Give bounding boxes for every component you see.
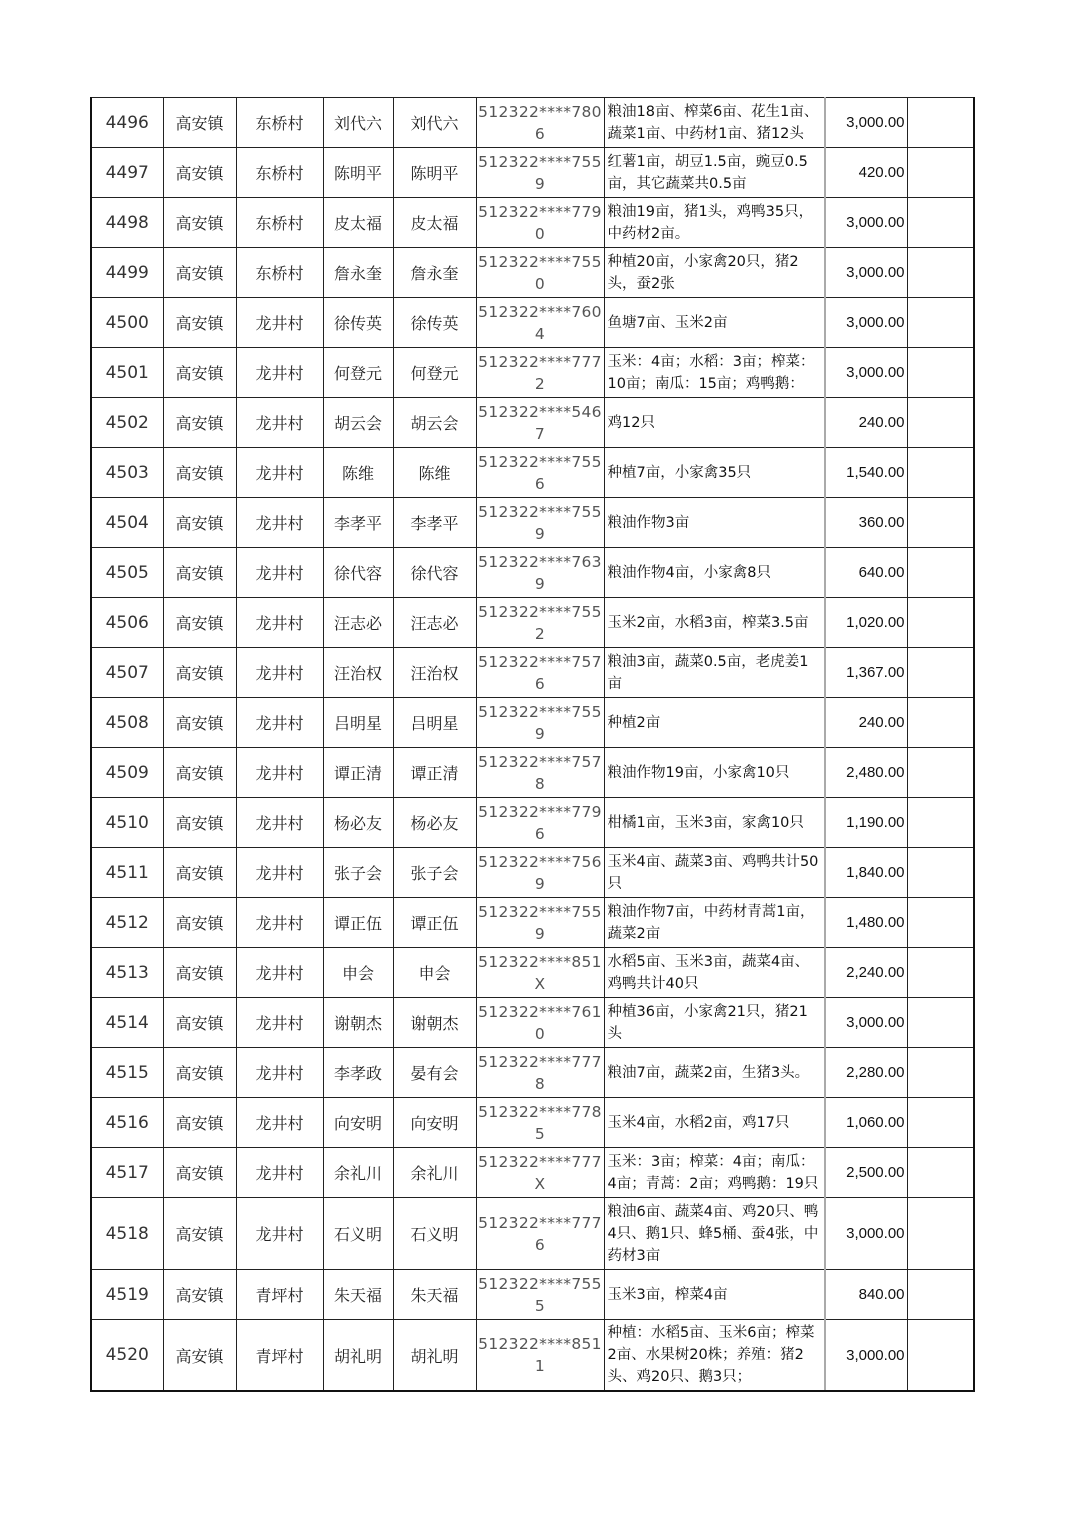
representative-cell: 谭正清: [393, 748, 476, 798]
blank-cell: [907, 798, 974, 848]
detail-cell: [604, 748, 825, 798]
blank-cell: [907, 898, 974, 948]
village-cell: 龙井村: [236, 1048, 323, 1098]
detail-cell: [604, 298, 825, 348]
id-number-cell: 512322****7552: [476, 598, 604, 648]
row-number: 4502: [91, 398, 163, 448]
representative-cell: 胡云会: [393, 398, 476, 448]
village-cell: 东桥村: [236, 198, 323, 248]
id-number-cell: 512322****7604: [476, 298, 604, 348]
town-cell: 高安镇: [163, 948, 236, 998]
name-cell: 皮太福: [323, 198, 393, 248]
row-number: 4500: [91, 298, 163, 348]
row-number: 4496: [91, 98, 163, 148]
blank-cell: [907, 148, 974, 198]
name-cell: 杨必友: [323, 798, 393, 848]
detail-text: 种植36亩，小家禽21只，猪21头: [607, 1003, 808, 1042]
id-number-cell: 512322****7555: [476, 1270, 604, 1320]
detail-text: 柑橘1亩，玉米3亩，家禽10只: [607, 814, 804, 831]
table-row: [91, 498, 974, 548]
name-cell: 汪治权: [323, 648, 393, 698]
town-cell: 高安镇: [163, 398, 236, 448]
table-row: [91, 298, 974, 348]
blank-cell: [907, 748, 974, 798]
blank-cell: [907, 548, 974, 598]
id-number-cell: 512322****8511: [476, 1320, 604, 1392]
town-cell: 高安镇: [163, 598, 236, 648]
id-number-cell: 512322****7806: [476, 98, 604, 148]
village-cell: 东桥村: [236, 98, 323, 148]
village-cell: 东桥村: [236, 148, 323, 198]
amount-cell: 2,240.00: [825, 948, 907, 998]
representative-cell: 何登元: [393, 348, 476, 398]
village-cell: 龙井村: [236, 298, 323, 348]
town-cell: 高安镇: [163, 1198, 236, 1270]
row-number: 4504: [91, 498, 163, 548]
name-cell: 陈明平: [323, 148, 393, 198]
id-number-cell: 512322****7569: [476, 848, 604, 898]
table-row: [91, 198, 974, 248]
detail-cell: [604, 848, 825, 898]
representative-cell: 刘代六: [393, 98, 476, 148]
detail-text: 粮油7亩，蔬菜2亩，生猪3头。: [607, 1064, 810, 1081]
town-cell: 高安镇: [163, 1320, 236, 1392]
village-cell: 龙井村: [236, 648, 323, 698]
detail-text: 种植7亩，小家禽35只: [607, 464, 752, 481]
table-row: [91, 1048, 974, 1098]
representative-cell: 胡礼明: [393, 1320, 476, 1392]
id-number-cell: 512322****7778: [476, 1048, 604, 1098]
detail-cell: [604, 998, 825, 1048]
table-row: [91, 98, 974, 148]
row-number: 4511: [91, 848, 163, 898]
row-number: 4506: [91, 598, 163, 648]
table-row: [91, 1270, 974, 1320]
amount-cell: 3,000.00: [825, 248, 907, 298]
detail-cell: [604, 1198, 825, 1270]
row-number: 4505: [91, 548, 163, 598]
blank-cell: [907, 598, 974, 648]
amount-cell: 3,000.00: [825, 1198, 907, 1270]
blank-cell: [907, 1198, 974, 1270]
name-cell: 石义明: [323, 1198, 393, 1270]
detail-cell: [604, 1270, 825, 1320]
town-cell: 高安镇: [163, 1148, 236, 1198]
village-cell: 龙井村: [236, 798, 323, 848]
blank-cell: [907, 698, 974, 748]
town-cell: 高安镇: [163, 1098, 236, 1148]
representative-cell: 朱天福: [393, 1270, 476, 1320]
amount-cell: 240.00: [825, 698, 907, 748]
representative-cell: 陈明平: [393, 148, 476, 198]
town-cell: 高安镇: [163, 1270, 236, 1320]
id-number-cell: 512322****7556: [476, 448, 604, 498]
village-cell: 龙井村: [236, 698, 323, 748]
table-row: [91, 548, 974, 598]
amount-cell: 420.00: [825, 148, 907, 198]
blank-cell: [907, 348, 974, 398]
representative-cell: 晏有会: [393, 1048, 476, 1098]
name-cell: 徐传英: [323, 298, 393, 348]
detail-text: 粮油作物4亩，小家禽8只: [607, 564, 771, 581]
name-cell: 向安明: [323, 1098, 393, 1148]
table-row: [91, 1098, 974, 1148]
amount-cell: 3,000.00: [825, 98, 907, 148]
name-cell: 陈维: [323, 448, 393, 498]
village-cell: 龙井村: [236, 1198, 323, 1270]
id-number-cell: 512322****777X: [476, 1148, 604, 1198]
amount-cell: 1,020.00: [825, 598, 907, 648]
detail-cell: [604, 448, 825, 498]
detail-cell: [604, 648, 825, 698]
table-row: [91, 1320, 974, 1392]
detail-text: 粮油18亩、榨菜6亩、花生1亩、蔬菜1亩、中药材1亩、猪12头: [607, 103, 819, 142]
village-cell: 龙井村: [236, 1098, 323, 1148]
table-row: [91, 848, 974, 898]
amount-cell: 1,367.00: [825, 648, 907, 698]
id-number-cell: 512322****7796: [476, 798, 604, 848]
town-cell: 高安镇: [163, 198, 236, 248]
village-cell: 龙井村: [236, 548, 323, 598]
town-cell: 高安镇: [163, 548, 236, 598]
id-number-cell: 512322****7639: [476, 548, 604, 598]
detail-cell: [604, 598, 825, 648]
detail-cell: [604, 1098, 825, 1148]
amount-cell: 3,000.00: [825, 198, 907, 248]
detail-text: 种植：水稻5亩、玉米6亩；榨菜2亩、水果树20株；养殖：猪2头、鸡20只、鹅3只；: [607, 1325, 815, 1385]
representative-cell: 杨必友: [393, 798, 476, 848]
amount-cell: 3,000.00: [825, 998, 907, 1048]
village-cell: 东桥村: [236, 248, 323, 298]
detail-text: 粮油作物7亩，中药材青蒿1亩，蔬菜2亩: [607, 903, 815, 942]
name-cell: 余礼川: [323, 1148, 393, 1198]
name-cell: 胡礼明: [323, 1320, 393, 1392]
blank-cell: [907, 248, 974, 298]
detail-text: 粮油6亩、蔬菜4亩、鸡20只、鸭4只、鹅1只、蜂5桶、蚕4张，中药材3亩: [607, 1203, 819, 1264]
row-number: 4519: [91, 1270, 163, 1320]
amount-cell: 1,480.00: [825, 898, 907, 948]
name-cell: 谢朝杰: [323, 998, 393, 1048]
table-row: [91, 748, 974, 798]
blank-cell: [907, 648, 974, 698]
town-cell: 高安镇: [163, 848, 236, 898]
representative-cell: 向安明: [393, 1098, 476, 1148]
id-number-cell: 512322****7550: [476, 248, 604, 298]
blank-cell: [907, 448, 974, 498]
detail-text: 粮油作物3亩: [607, 514, 690, 531]
detail-text: 玉米3亩，榨菜4亩: [607, 1286, 728, 1303]
detail-text: 红薯1亩，胡豆1.5亩，豌豆0.5亩，其它蔬菜共0.5亩: [607, 153, 808, 192]
town-cell: 高安镇: [163, 998, 236, 1048]
village-cell: 龙井村: [236, 748, 323, 798]
amount-cell: 1,540.00: [825, 448, 907, 498]
id-number-cell: 512322****7776: [476, 1198, 604, 1270]
representative-cell: 申会: [393, 948, 476, 998]
village-cell: 青坪村: [236, 1320, 323, 1392]
id-number-cell: 512322****851X: [476, 948, 604, 998]
name-cell: 詹永奎: [323, 248, 393, 298]
id-number-cell: 512322****7559: [476, 148, 604, 198]
town-cell: 高安镇: [163, 898, 236, 948]
village-cell: 青坪村: [236, 1270, 323, 1320]
representative-cell: 石义明: [393, 1198, 476, 1270]
table-row: [91, 448, 974, 498]
table-row: [91, 398, 974, 448]
id-number-cell: 512322****7785: [476, 1098, 604, 1148]
name-cell: 李孝平: [323, 498, 393, 548]
row-number: 4515: [91, 1048, 163, 1098]
village-cell: 龙井村: [236, 948, 323, 998]
blank-cell: [907, 1098, 974, 1148]
row-number: 4507: [91, 648, 163, 698]
id-number-cell: 512322****5467: [476, 398, 604, 448]
representative-cell: 张子会: [393, 848, 476, 898]
blank-cell: [907, 398, 974, 448]
amount-cell: 1,190.00: [825, 798, 907, 848]
row-number: 4508: [91, 698, 163, 748]
detail-cell: [604, 1048, 825, 1098]
amount-cell: 840.00: [825, 1270, 907, 1320]
blank-cell: [907, 198, 974, 248]
blank-cell: [907, 848, 974, 898]
id-number-cell: 512322****7559: [476, 898, 604, 948]
representative-cell: 谢朝杰: [393, 998, 476, 1048]
name-cell: 李孝政: [323, 1048, 393, 1098]
blank-cell: [907, 1320, 974, 1392]
blank-cell: [907, 948, 974, 998]
town-cell: 高安镇: [163, 748, 236, 798]
blank-cell: [907, 1270, 974, 1320]
blank-cell: [907, 1048, 974, 1098]
table-row: [91, 148, 974, 198]
id-number-cell: 512322****7559: [476, 698, 604, 748]
table-row: [91, 798, 974, 848]
name-cell: 刘代六: [323, 98, 393, 148]
name-cell: 何登元: [323, 348, 393, 398]
detail-cell: [604, 348, 825, 398]
town-cell: 高安镇: [163, 348, 236, 398]
representative-cell: 余礼川: [393, 1148, 476, 1198]
table-row: [91, 898, 974, 948]
representative-cell: 谭正伍: [393, 898, 476, 948]
detail-text: 粮油19亩，猪1头，鸡鸭35只，中药材2亩。: [607, 203, 814, 242]
row-number: 4501: [91, 348, 163, 398]
name-cell: 谭正伍: [323, 898, 393, 948]
blank-cell: [907, 998, 974, 1048]
name-cell: 谭正清: [323, 748, 393, 798]
name-cell: 汪志必: [323, 598, 393, 648]
detail-text: 玉米4亩，水稻2亩，鸡17只: [607, 1114, 790, 1131]
representative-cell: 汪志必: [393, 598, 476, 648]
representative-cell: 詹永奎: [393, 248, 476, 298]
table-row: [91, 1148, 974, 1198]
row-number: 4503: [91, 448, 163, 498]
detail-text: 玉米4亩、蔬菜3亩、鸡鸭共计50只: [607, 853, 819, 892]
amount-cell: 3,000.00: [825, 348, 907, 398]
representative-cell: 吕明星: [393, 698, 476, 748]
blank-cell: [907, 98, 974, 148]
detail-cell: [604, 698, 825, 748]
amount-cell: 3,000.00: [825, 298, 907, 348]
town-cell: 高安镇: [163, 498, 236, 548]
table-row: [91, 598, 974, 648]
town-cell: 高安镇: [163, 648, 236, 698]
detail-text: 粮油作物19亩，小家禽10只: [607, 764, 790, 781]
row-number: 4499: [91, 248, 163, 298]
representative-cell: 皮太福: [393, 198, 476, 248]
detail-cell: [604, 548, 825, 598]
village-cell: 龙井村: [236, 848, 323, 898]
row-number: 4510: [91, 798, 163, 848]
row-number: 4498: [91, 198, 163, 248]
name-cell: 吕明星: [323, 698, 393, 748]
amount-cell: 1,840.00: [825, 848, 907, 898]
row-number: 4512: [91, 898, 163, 948]
row-number: 4520: [91, 1320, 163, 1392]
amount-cell: 2,500.00: [825, 1148, 907, 1198]
id-number-cell: 512322****7578: [476, 748, 604, 798]
village-cell: 龙井村: [236, 348, 323, 398]
row-number: 4497: [91, 148, 163, 198]
detail-cell: [604, 148, 825, 198]
detail-text: 粮油3亩，蔬菜0.5亩，老虎姜1亩: [607, 653, 809, 692]
town-cell: 高安镇: [163, 798, 236, 848]
id-number-cell: 512322****7772: [476, 348, 604, 398]
table-row: [91, 1198, 974, 1270]
row-number: 4517: [91, 1148, 163, 1198]
detail-cell: [604, 398, 825, 448]
town-cell: 高安镇: [163, 248, 236, 298]
village-cell: 龙井村: [236, 898, 323, 948]
name-cell: 申会: [323, 948, 393, 998]
blank-cell: [907, 498, 974, 548]
table-row: [91, 698, 974, 748]
detail-text: 鸡12只: [607, 414, 655, 431]
table-row: [91, 998, 974, 1048]
representative-cell: 陈维: [393, 448, 476, 498]
blank-cell: [907, 1148, 974, 1198]
row-number: 4518: [91, 1198, 163, 1270]
id-number-cell: 512322****7610: [476, 998, 604, 1048]
amount-cell: 3,000.00: [825, 1320, 907, 1392]
name-cell: 胡云会: [323, 398, 393, 448]
village-cell: 龙井村: [236, 598, 323, 648]
amount-cell: 640.00: [825, 548, 907, 598]
detail-cell: [604, 948, 825, 998]
detail-text: 玉米：4亩；水稻：3亩；榨菜：10亩；南瓜：15亩；鸡鸭鹅：: [607, 353, 815, 392]
table-row: [91, 248, 974, 298]
representative-cell: 徐代容: [393, 548, 476, 598]
amount-cell: 1,060.00: [825, 1098, 907, 1148]
village-cell: 龙井村: [236, 448, 323, 498]
detail-cell: [604, 1320, 825, 1392]
row-number: 4514: [91, 998, 163, 1048]
detail-text: 水稻5亩、玉米3亩，蔬菜4亩、鸡鸭共计40只: [607, 953, 810, 992]
name-cell: 朱天福: [323, 1270, 393, 1320]
row-number: 4509: [91, 748, 163, 798]
detail-cell: [604, 98, 825, 148]
town-cell: 高安镇: [163, 698, 236, 748]
town-cell: 高安镇: [163, 448, 236, 498]
detail-cell: [604, 498, 825, 548]
town-cell: 高安镇: [163, 148, 236, 198]
village-cell: 龙井村: [236, 398, 323, 448]
detail-text: 种植20亩，小家禽20只，猪2头，蚕2张: [607, 253, 799, 292]
name-cell: 徐代容: [323, 548, 393, 598]
blank-cell: [907, 298, 974, 348]
id-number-cell: 512322****7790: [476, 198, 604, 248]
village-cell: 龙井村: [236, 498, 323, 548]
town-cell: 高安镇: [163, 1048, 236, 1098]
village-cell: 龙井村: [236, 998, 323, 1048]
detail-text: 鱼塘7亩、玉米2亩: [607, 314, 728, 331]
id-number-cell: 512322****7576: [476, 648, 604, 698]
detail-text: 玉米：3亩；榨菜：4亩；南瓜：4亩；青蒿：2亩；鸡鸭鹅：19只: [607, 1153, 819, 1192]
village-cell: 龙井村: [236, 1148, 323, 1198]
representative-cell: 汪治权: [393, 648, 476, 698]
table-row: [91, 948, 974, 998]
town-cell: 高安镇: [163, 98, 236, 148]
subsidy-table: [90, 97, 975, 1392]
row-number: 4516: [91, 1098, 163, 1148]
town-cell: 高安镇: [163, 298, 236, 348]
amount-cell: 240.00: [825, 398, 907, 448]
detail-cell: [604, 1148, 825, 1198]
detail-text: 种植2亩: [607, 714, 661, 731]
detail-cell: [604, 798, 825, 848]
detail-cell: [604, 248, 825, 298]
representative-cell: 李孝平: [393, 498, 476, 548]
name-cell: 张子会: [323, 848, 393, 898]
table-row: [91, 648, 974, 698]
detail-cell: [604, 898, 825, 948]
amount-cell: 2,480.00: [825, 748, 907, 798]
detail-cell: [604, 198, 825, 248]
representative-cell: 徐传英: [393, 298, 476, 348]
amount-cell: 360.00: [825, 498, 907, 548]
amount-cell: 2,280.00: [825, 1048, 907, 1098]
table-row: [91, 348, 974, 398]
row-number: 4513: [91, 948, 163, 998]
detail-text: 玉米2亩，水稻3亩，榨菜3.5亩: [607, 614, 809, 631]
id-number-cell: 512322****7559: [476, 498, 604, 548]
